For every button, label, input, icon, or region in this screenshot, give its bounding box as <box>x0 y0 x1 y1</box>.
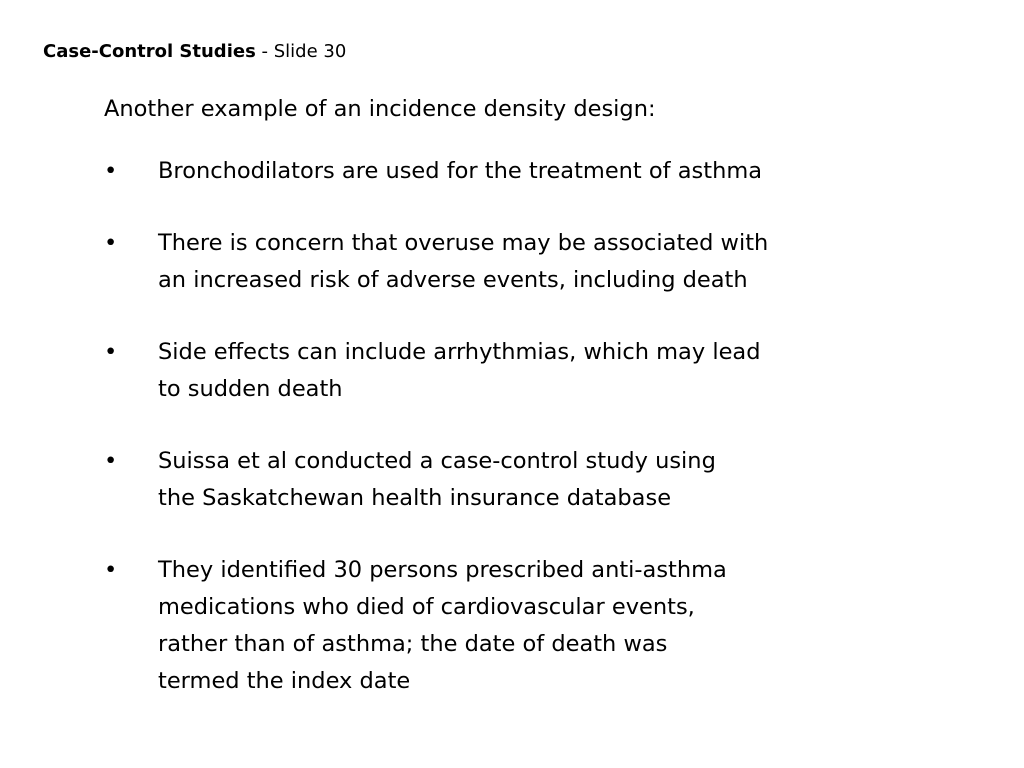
bullet-icon: • <box>104 230 118 256</box>
bullet-icon: • <box>104 448 118 474</box>
bullet-text: There is concern that overuse may be associated with an increased risk of adverse events, including death <box>158 230 769 293</box>
slide-header <box>43 40 346 64</box>
bullet-icon: • <box>104 339 118 365</box>
bullet-item <box>104 153 1004 190</box>
bullet-icon: • <box>104 557 118 583</box>
bullet-text: They identified 30 persons prescribed anti-asthma medications who died of cardiovascular events, rather than of asthma; the date of death was termed the index date <box>158 557 727 694</box>
slide-number: Slide 30 <box>273 41 347 62</box>
bullet-text: Bronchodilators are used for the treatment of asthma <box>158 158 763 184</box>
bullet-item <box>104 552 1004 700</box>
slide-title: Case-Control Studies <box>43 41 256 62</box>
bullet-item <box>104 225 1004 299</box>
bullet-icon: • <box>104 158 118 184</box>
intro-text: Another example of an incidence density design: <box>104 96 656 122</box>
bullet-item <box>104 334 1004 408</box>
bullet-text: Suissa et al conducted a case-control study using the Saskatchewan health insurance database <box>158 448 716 511</box>
bullet-item <box>104 443 1004 517</box>
title-separator: - <box>255 41 274 62</box>
bullet-list <box>104 153 1004 735</box>
bullet-text: Side effects can include arrhythmias, which may lead to sudden death <box>158 339 761 402</box>
